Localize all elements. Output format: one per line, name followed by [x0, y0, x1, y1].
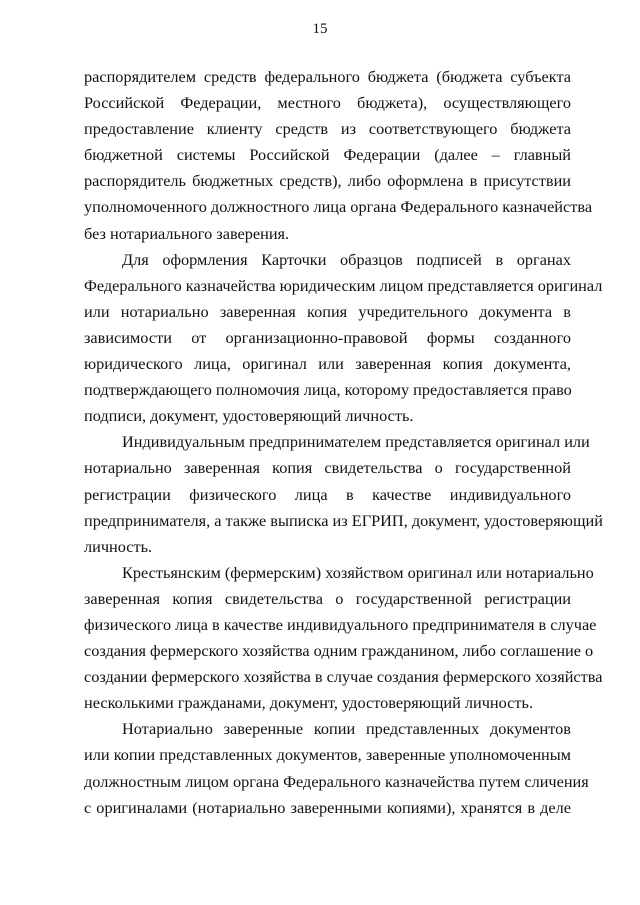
text-line: подписи, документ, удостоверяющий личность. — [84, 406, 414, 426]
text-line: Федерального казначейства юридическим лицом представляется оригинал — [84, 275, 603, 295]
paragraph — [84, 560, 603, 717]
text-line: Для оформления Карточки образцов подписей в органах — [122, 249, 571, 269]
text-line: распорядитель бюджетных средств), либо оформлена в присутствии — [84, 171, 571, 191]
text-line: или копии представленных документов, заверенные уполномоченным — [84, 745, 571, 765]
text-line: нотариально заверенная копия свидетельства о государственной — [84, 458, 571, 478]
text-line: зависимости от организационно-правовой формы созданного — [84, 327, 571, 347]
text-line: юридического лица, оригинал или заверенная копия документа, — [84, 354, 571, 374]
page-number: 15 — [312, 21, 328, 37]
text-line: Нотариально заверенные копии представленных документов — [122, 719, 571, 739]
text-line: подтверждающего полномочия лица, которому предоставляется право — [84, 380, 572, 400]
paragraph — [84, 716, 589, 820]
text-line: без нотариального заверения. — [84, 223, 290, 243]
paragraph — [84, 247, 603, 430]
text-line: создания фермерского хозяйства одним гражданином, либо соглашение о — [84, 641, 594, 661]
text-line: личность. — [84, 536, 153, 556]
text-line: Индивидуальным предпринимателем представляется оригинал или — [122, 432, 590, 452]
text-line: Крестьянским (фермерским) хозяйством оригинал или нотариально — [122, 562, 594, 582]
paragraph — [84, 429, 603, 559]
text-line: Российской Федерации, местного бюджета), осуществляющего — [84, 93, 571, 113]
text-line: заверенная копия свидетельства о государственной регистрации — [84, 588, 571, 608]
text-line: регистрации физического лица в качестве индивидуального — [84, 484, 571, 504]
text-line: должностным лицом органа Федерального казначейства путем сличения — [84, 771, 589, 791]
paragraph — [84, 64, 593, 247]
text-line: создании фермерского хозяйства в случае создания фермерского хозяйства — [84, 667, 603, 687]
text-line: уполномоченного должностного лица органа Федерального казначейства — [84, 197, 593, 217]
text-line: физического лица в качестве индивидуального предпринимателя в случае — [84, 614, 597, 634]
text-line: или нотариально заверенная копия учредительного документа в — [84, 301, 571, 321]
document-body — [84, 64, 603, 821]
text-line: предоставление клиенту средств из соответствующего бюджета — [84, 119, 571, 139]
text-line: предпринимателя, а также выписка из ЕГРИП, документ, удостоверяющий — [84, 510, 603, 530]
text-line: распорядителем средств федерального бюджета (бюджета субъекта — [84, 67, 571, 86]
text-line: бюджетной системы Российской Федерации (далее – главный — [84, 145, 571, 165]
text-line: несколькими гражданами, документ, удостоверяющий личность. — [84, 693, 534, 713]
text-line: с оригиналами (нотариально заверенными копиями), хранятся в деле — [84, 797, 571, 817]
